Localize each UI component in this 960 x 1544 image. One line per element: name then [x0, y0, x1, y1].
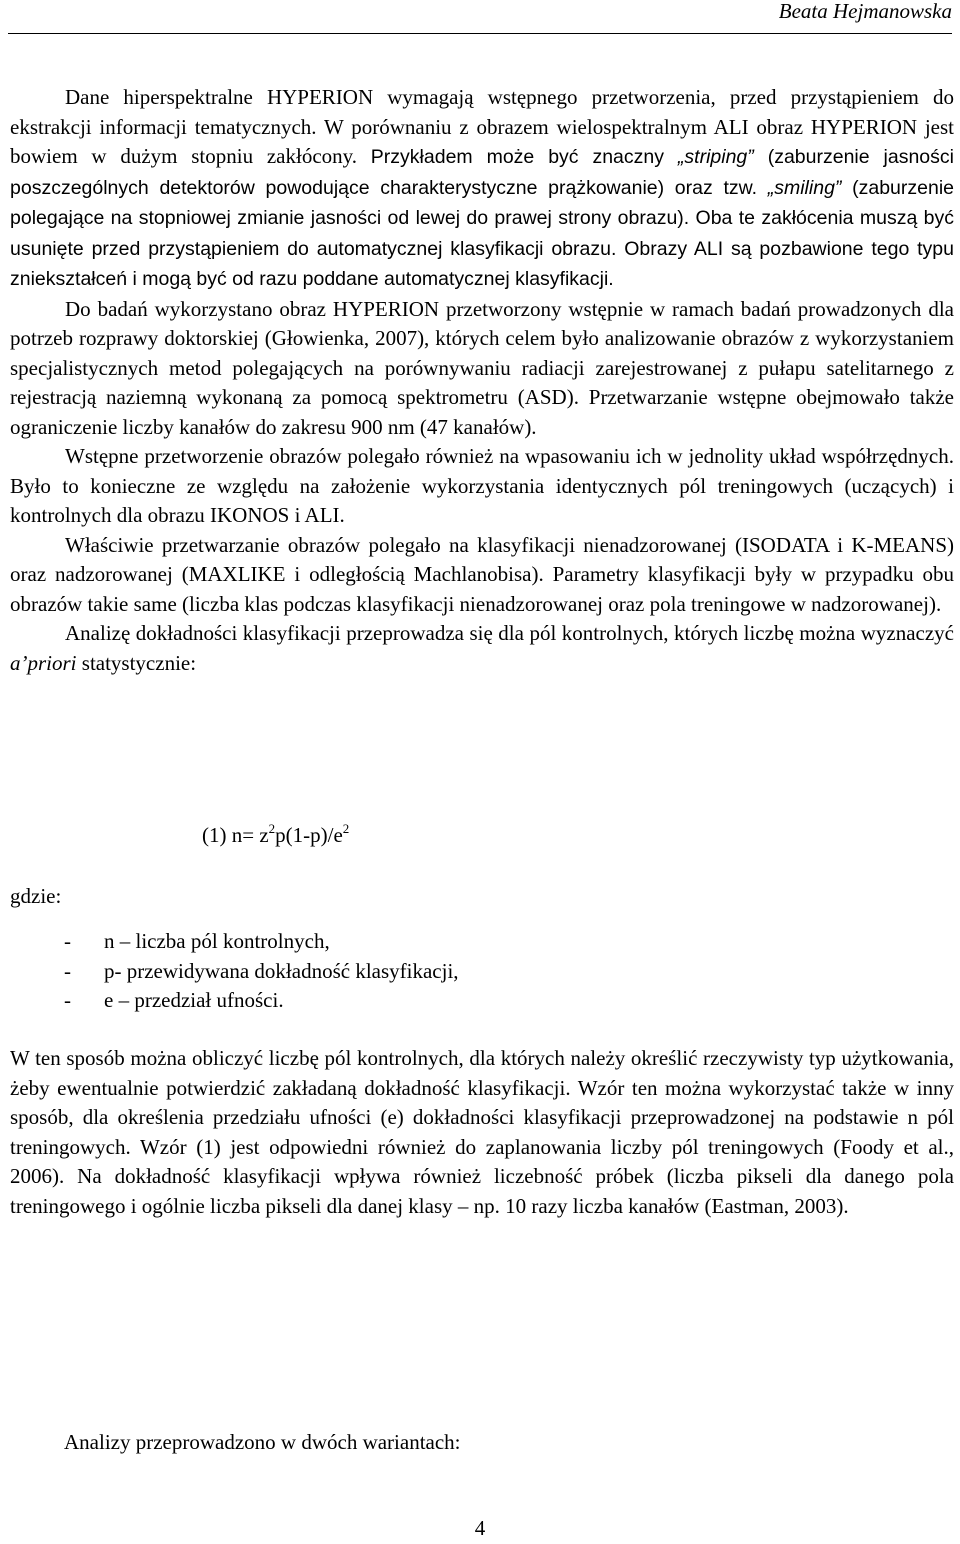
- smiling-term: „smiling”: [767, 176, 842, 199]
- definition-item: [64, 957, 459, 987]
- header-rule: [8, 33, 952, 34]
- formula-exponent-1: 2: [268, 821, 276, 836]
- list-dash: -: [64, 958, 71, 983]
- paragraph-5: [10, 619, 954, 678]
- formula-exponent-2: 2: [342, 821, 350, 836]
- definition-text: n – liczba pól kontrolnych,: [104, 929, 330, 953]
- body-text: [10, 83, 954, 678]
- paragraph-1-text-d: (zaburzenie polegające na stopniowej zmianie jasności od lewej do prawej strony obrazu). Oba te zakłócenia muszą być usunięte przed przystąpieniem do automatycznej klasyfikacji obrazu. Obrazy ALI są pozbawione tego typu zniekształceń i mogą być od razu poddane automatycznej klasyfikacji.: [10, 176, 954, 290]
- paragraph-1: [10, 83, 954, 295]
- formula: [202, 820, 349, 850]
- where-label: gdzie:: [10, 884, 62, 908]
- paragraph-5-text-a: Analizę dokładności klasyfikacji przeprowadza się dla pól kontrolnych, których liczbę można wyznaczyć: [65, 621, 954, 645]
- paragraph-2: Do badań wykorzystano obraz HYPERION przetworzony wstępnie w ramach badań prowadzonych dla potrzeb rozprawy doktorskiej (Głowienka, 2007), których celem było analizowanie obrazów z wykorzystaniem specjalistycznych metod polegających na porównywaniu radiacji zarejestrowanej z pułapu satelitarnego z rejestracją naziemną wykonaną za pomocą spektrometru (ASD). Przetwarzanie wstępne obejmowało także ograniczenie liczby kanałów do zakresu 900 nm (47 kanałów).: [10, 296, 954, 439]
- definitions-list: [64, 927, 459, 1016]
- running-header: Beata Hejmanowska: [778, 0, 952, 23]
- formula-prefix: (1) n= z: [202, 823, 269, 847]
- paragraph-5-text-b: statystycznie:: [76, 650, 197, 675]
- paragraph-1-text-b: Przykładem może być znaczny: [370, 146, 678, 168]
- striping-term: „striping”: [677, 146, 754, 168]
- paragraph-3: Wstępne przetworzenie obrazów polegało również na wpasowaniu ich w jednolity układ współrzędnych. Było to konieczne ze względu na założenie wykorzystania identycznych pól treningowych (uczących) i kontrolnych dla obrazu IKONOS i ALI.: [10, 444, 954, 527]
- paragraph-4: Właściwie przetwarzanie obrazów polegało na klasyfikacji nienadzorowanej (ISODATA i K-MEANS) oraz nadzorowanej (MAXLIKE i odległością Machlanobisa). Parametry klasyfikacji były w przypadku obu obrazów takie same (liczba klas podczas klasyfikacji nienadzorowanej oraz pola treningowe w nadzorowanej).: [10, 532, 954, 616]
- paragraph-1-text-c: (zaburzenie jasności poszczególnych detektorów powodujące charakterystyczne prążkowanie) oraz tzw.: [10, 146, 954, 199]
- definition-item: [64, 927, 459, 957]
- definition-text: e – przedział ufności.: [104, 988, 284, 1012]
- list-dash: -: [64, 988, 71, 1012]
- paragraph-1-part-a: Dane hiperspektralne HYPERION wymagają wstępnego przetworzenia, przed przystąpieniem do ekstrakcji informacji tematycznych. W porównaniu z obrazem wielospektralnym ALI obraz HYPERION jest bowiem w dużym stopniu zakłócony.: [10, 85, 954, 168]
- paragraph-6: W ten sposób można obliczyć liczbę pól kontrolnych, dla których należy określić rzeczywisty typ użytkowania, żeby ewentualnie potwierdzić zakładaną dokładność klasyfikacji. Wzór ten można wykorzystać także w inny sposób, dla określenia przedziału ufności (e) dokładności klasyfikacji przeprowadzonej na podstawie n pól treningowych. Wzór (1) jest odpowiedni również do zaplanowania liczby pól treningowych (Foody et al., 2006). Na dokładność klasyfikacji wpływa również liczebność próbek (liczba pikseli dla danego pola treningowego i ogólnie liczba pikseli dla danej klasy – np. 10 razy liczba kanałów (Eastman, 2003).: [10, 1046, 954, 1218]
- definition-item: [64, 986, 459, 1016]
- definition-text: p- przewidywana dokładność klasyfikacji,: [104, 958, 459, 983]
- variants-line: Analizy przeprowadzono w dwóch wariantach:: [64, 1430, 461, 1454]
- formula-middle: p(1-p)/e: [275, 823, 343, 847]
- page-number: 4: [474, 1516, 486, 1540]
- list-dash: -: [64, 929, 71, 953]
- apriori-term: a’priori: [10, 650, 77, 675]
